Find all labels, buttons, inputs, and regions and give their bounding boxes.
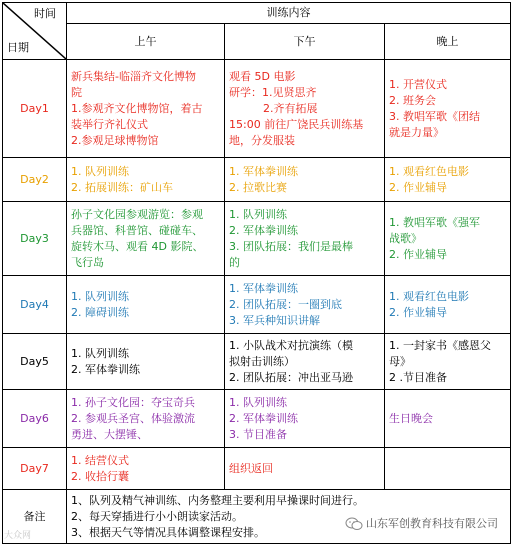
- cell-line: 15:00 前往广饶民兵训练基: [229, 117, 364, 131]
- cell-line: 2. 收拾行囊: [71, 469, 129, 483]
- schedule-row-day5: [3, 334, 511, 390]
- cell-line: 观看 5D 电影: [229, 69, 296, 83]
- cell-line: 新兵集结-临淄齐文化博物: [71, 69, 196, 83]
- cell-line: 1. 一封家书《感恩父: [389, 338, 491, 352]
- cell-line: 装举行齐礼仪式: [71, 117, 148, 131]
- cell-line: 勇进、大摆锤、: [71, 427, 148, 441]
- morning-cell: [67, 390, 225, 448]
- training-content-header: 训练内容: [67, 3, 511, 24]
- morning-cell: [67, 334, 225, 390]
- cell-line: 孙子文化园参观游览：参观: [71, 207, 203, 221]
- cell-line: 3. 军兵种知识讲解: [229, 313, 320, 327]
- cell-line: 2. 作业辅导: [389, 180, 447, 194]
- cell-line: 1.参观齐文化博物馆，着古: [71, 101, 203, 115]
- day-label: Day3: [3, 202, 67, 276]
- schedule-row-day6: [3, 390, 511, 448]
- cell-line: 母》: [389, 354, 411, 368]
- day-label: Day2: [3, 158, 67, 202]
- morning-cell: [67, 60, 225, 158]
- morning-cell: [67, 202, 225, 276]
- cell-line: 院: [71, 85, 82, 99]
- afternoon-cell: [225, 158, 385, 202]
- cell-line: 2. 拉歌比赛: [229, 180, 287, 194]
- afternoon-header: 下午: [225, 24, 385, 60]
- afternoon-cell: [225, 60, 385, 158]
- cell-line: 1. 队列训练: [71, 164, 129, 178]
- note-line: 2、每天穿插进行小小朗读家活动。: [71, 509, 243, 523]
- schedule-row-day7: [3, 448, 511, 490]
- cell-line: 组织返回: [229, 461, 273, 475]
- note-line: 1、队列及精气神训练、内务整理主要利用早操课时间进行。: [71, 493, 364, 507]
- cell-line: 2. 团队拓展：冲出亚马逊: [229, 370, 353, 384]
- cell-line: 2. 军体拳训练: [229, 411, 298, 425]
- cell-line: 2.参观足球博物馆: [71, 133, 159, 147]
- day-label: Day7: [3, 448, 67, 490]
- cell-line: 战歌》: [389, 231, 422, 245]
- cell-line: 1. 开营仪式: [389, 77, 447, 91]
- time-label: 时间: [34, 7, 56, 20]
- cell-line: 1. 结营仪式: [71, 453, 129, 467]
- cell-line: 2. 军体拳训练: [71, 362, 140, 376]
- schedule-row-day2: [3, 158, 511, 202]
- cell-line: 2. 作业辅导: [389, 247, 447, 261]
- evening-cell: [385, 334, 511, 390]
- training-schedule-table: [2, 2, 511, 544]
- afternoon-cell: [225, 276, 385, 334]
- evening-cell: [385, 448, 511, 490]
- afternoon-cell: [225, 202, 385, 276]
- schedule-row-day1: [3, 60, 511, 158]
- cell-line: 1. 小队战术对抗演练（模: [229, 338, 353, 352]
- cell-line: 2. 拓展训练：矿山车: [71, 180, 173, 194]
- watermark-right: [343, 515, 500, 531]
- cell-line: 2. 障碍训练: [71, 305, 129, 319]
- cell-line: 1. 队列训练: [71, 346, 129, 360]
- cell-line: 1. 队列训练: [229, 395, 287, 409]
- cell-line: 1. 军体拳训练: [229, 281, 298, 295]
- day-label: Day5: [3, 334, 67, 390]
- afternoon-cell: [225, 390, 385, 448]
- cell-line: 2. 参观兵圣宫、体验激流: [71, 411, 195, 425]
- header-diagonal-cell: [3, 3, 67, 60]
- cell-line: 2 .节目准备: [389, 370, 447, 384]
- cell-line: 2. 军体拳训练: [229, 223, 298, 237]
- cell-line: 1. 队列训练: [229, 207, 287, 221]
- cell-line: 1. 观看红色电影: [389, 164, 469, 178]
- cell-line: 的: [229, 255, 240, 269]
- cell-line: 2. 作业辅导: [389, 305, 447, 319]
- evening-cell: [385, 202, 511, 276]
- cell-line: 1. 孙子文化园：夺宝奇兵: [71, 395, 195, 409]
- morning-header: 上午: [67, 24, 225, 60]
- cell-line: 3. 教唱军歌《团结: [389, 109, 480, 123]
- afternoon-cell: [225, 334, 385, 390]
- cell-line: 1. 观看红色电影: [389, 289, 469, 303]
- morning-cell: [67, 448, 225, 490]
- schedule-row-day3: [3, 202, 511, 276]
- cell-line: 生日晚会: [389, 411, 433, 425]
- schedule-row-day4: [3, 276, 511, 334]
- day-label: Day1: [3, 60, 67, 158]
- cell-line: 1. 军体拳训练: [229, 164, 298, 178]
- cell-line: 1. 队列训练: [71, 289, 129, 303]
- cell-line: 3. 团队拓展：我们是最棒: [229, 239, 353, 253]
- evening-cell: [385, 60, 511, 158]
- cell-line: 研学：1.见贤思齐: [229, 85, 317, 99]
- cell-line: 飞行岛: [71, 255, 104, 269]
- morning-cell: [67, 158, 225, 202]
- cell-line: 2. 班务会: [389, 93, 436, 107]
- date-label: 日期: [7, 41, 29, 54]
- morning-cell: [67, 276, 225, 334]
- cell-line: 旋转木马、观看 4D 影院、: [71, 239, 204, 253]
- cell-line: 2.齐有拓展: [263, 101, 318, 115]
- cell-line: 3. 节目准备: [229, 427, 287, 441]
- cell-line: 地，分发服装: [229, 133, 295, 147]
- cell-line: 1. 教唱军歌《强军: [389, 215, 480, 229]
- cell-line: 就是力量》: [389, 125, 444, 139]
- evening-cell: [385, 158, 511, 202]
- evening-cell: [385, 276, 511, 334]
- wechat-icon: [345, 517, 363, 531]
- cell-line: 拟射击训练）: [229, 354, 295, 368]
- cell-line: 兵器馆、科普馆、碰碰车、: [71, 223, 203, 237]
- cell-line: 2. 团队拓展：一圈到底: [229, 297, 342, 311]
- notes-label: 备注: [3, 490, 67, 544]
- evening-header: 晚上: [385, 24, 511, 60]
- evening-cell: [385, 390, 511, 448]
- day-label: Day4: [3, 276, 67, 334]
- day-label: Day6: [3, 390, 67, 448]
- watermark-left: 大众网: [4, 531, 32, 541]
- afternoon-cell: [225, 448, 385, 490]
- note-line: 3、根据天气等情况具体调整课程安排。: [71, 525, 265, 539]
- company-name: 山东军创教育科技有限公司: [366, 517, 498, 530]
